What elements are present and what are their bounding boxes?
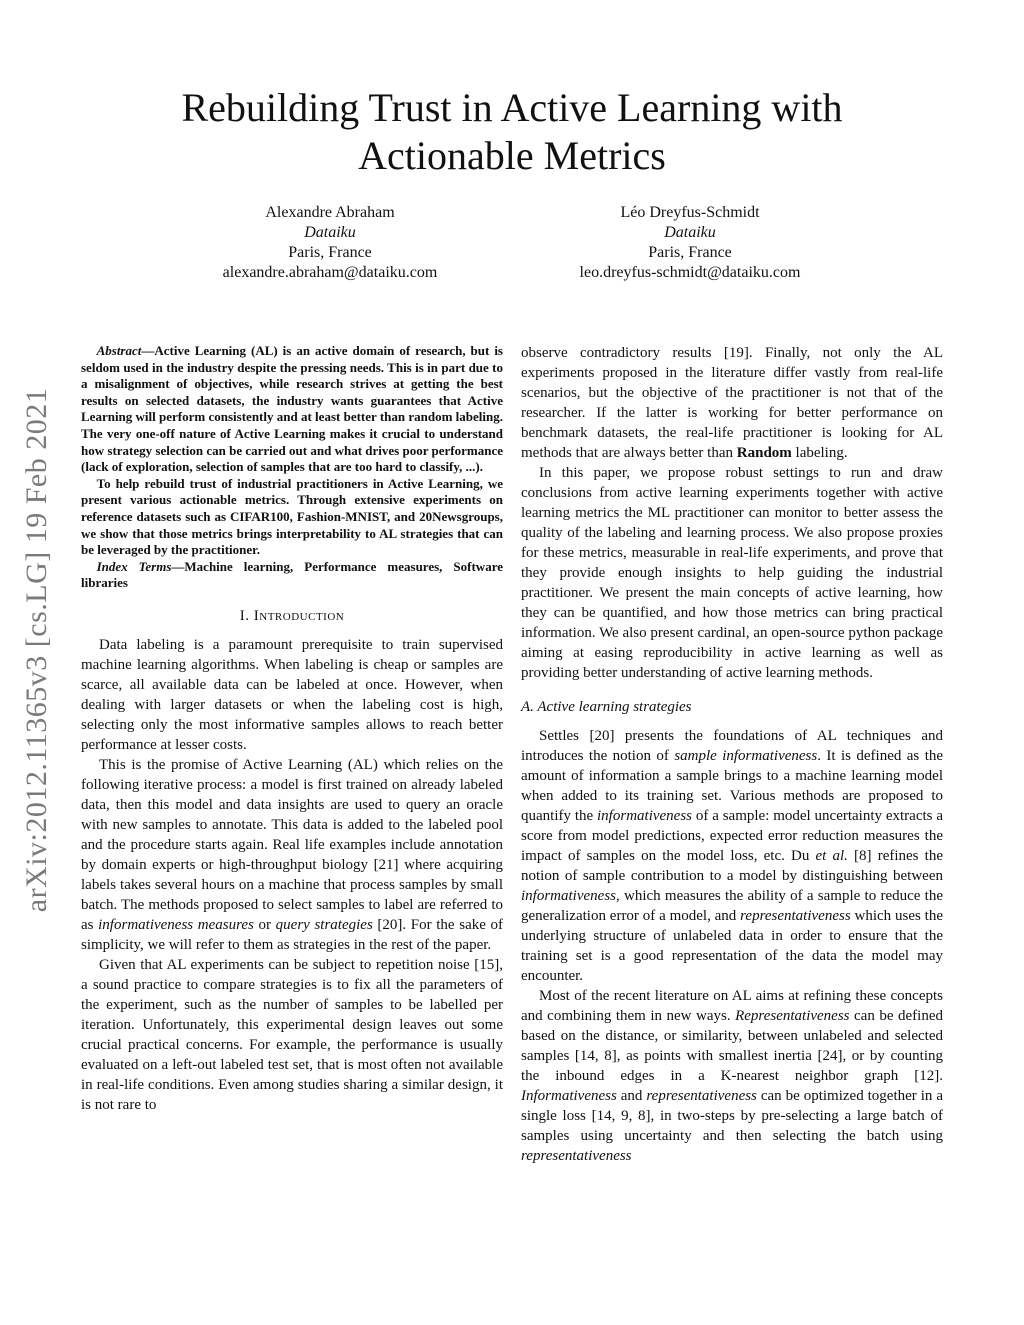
section-heading-introduction: I. Introduction	[239, 607, 345, 624]
abstract-paragraph: Abstract—Active Learning (AL) is an active domain of research, but is seldom used in the industry despite the pressing needs. This is in part due to a misalignment of objectives, while research strives at getting the best results on selected datasets, the industry wants guarantees that Active Learning will perform consistently and at least better than random labeling. The very one-off nature of Active Learning makes it crucial to understand how strategy selection can be carried out and what drives poor performance (lack of exploration, selection of samples that are too hard to classify, ...).	[81, 343, 503, 475]
author-email: leo.dreyfus-schmidt@dataiku.com	[579, 264, 801, 281]
index-terms-label: Index Terms	[96, 558, 172, 574]
abstract	[81, 343, 503, 592]
author-affiliation: Dataiku	[304, 224, 356, 241]
paper-title: Rebuilding Trust in Active Learning with Actionable Metrics	[181, 85, 843, 178]
author-block	[500, 203, 880, 283]
abstract-label: Abstract	[96, 343, 142, 358]
arxiv-identifier-text: arXiv:2012.11365v3 [cs.LG] 19 Feb 2021	[20, 387, 53, 913]
author-email: alexandre.abraham@dataiku.com	[222, 264, 438, 281]
subsection-heading-strategies: A. Active learning strategies	[521, 699, 692, 715]
left-column	[81, 343, 503, 1115]
body-paragraph: Most of the recent literature on AL aims at refining these concepts and combining them in new ways. Representativeness can be defined based on the distance, or similarity, between unlabeled and selected samples [14, 8], as points with smallest inertia [24], or by counting the inbound edges in a K-nearest neighbor graph [12]. Informativeness and representativeness can be optimized together in a single loss [14, 9, 8], in two-steps by pre-selecting a large batch of samples using uncertainty and then selecting the batch using representativeness	[521, 988, 943, 1164]
abstract-paragraph: To help rebuild trust of industrial practitioners in Active Learning, we present various actionable metrics. Through extensive experiments on reference datasets such as CIFAR100, Fashion-MNIST, and 20Newsgroups, we show that those metrics brings interpretability to AL strategies that can be leveraged by the practitioner.	[81, 475, 503, 558]
body-paragraph: This is the promise of Active Learning (AL) which relies on the following iterative process: a model is first trained on already labeled data, then this model and data insights are used to query an oracle with new samples to annotate. This data is added to the labeled pool and the procedure starts again. Real life examples include annotation by domain experts or high-throughput biology [21] where acquiring labels takes several hours on a machine that process samples by small batch. The methods proposed to select samples to label are referred to as informativeness measures or query strategies [20]. For the sake of simplicity, we will refer to them as strategies in the rest of the paper.	[81, 756, 504, 953]
author-name: Alexandre Abraham	[265, 204, 395, 221]
body-paragraph: In this paper, we propose robust settings to run and draw conclusions from active learning experiments together with active learning metrics the ML practitioner can monitor to better assess the quality of the labeling and learning process. We also propose proxies for these metrics, measurable in real-life experiments, and prove that they provide enough insights to help guiding the industrial practitioner. We present the main concepts of active learning, how they can be quantified, and how those metrics can bring practical information. We also present cardinal, an open-source python package aiming at easing reproducibility in active learning as well as providing better understanding of active learning methods.	[521, 465, 943, 681]
author-block	[140, 203, 520, 283]
body-paragraph: observe contradictory results [19]. Finally, not only the AL experiments proposed in the literature differ vastly from real-life scenarios, but the objective of the practitioner is not that of the researcher. If the latter is working for better performance on benchmark datasets, the real-life practitioner is looking for AL methods that are always better than Random labeling.	[521, 345, 943, 461]
body-paragraph: Data labeling is a paramount prerequisite to train supervised machine learning algorithms. When labeling is cheap or samples are scarce, all available data can be labeled at once. However, when dealing with larger datasets or when the labeling cost is high, selecting only the most informative samples allows to reach better performance at lesser costs.	[81, 636, 503, 753]
arxiv-identifier	[22, 350, 52, 950]
index-terms: Index Terms—Machine learning, Performance measures, Software libraries	[81, 558, 503, 591]
body-paragraph: Settles [20] presents the foundations of AL techniques and introduces the notion of sample informativeness. It is defined as the amount of information a sample brings to a machine learning model when added to its training set. Various methods are proposed to quantify the informativeness of a sample: model uncertainty extracts a score from model predictions, expected error reduction measures the impact of samples on the model loss, etc. Du et al. [8] refines the notion of sample contribution to a model by distinguishing between informativeness, which measures the ability of a sample to reduce the generalization error of a model, and representativeness which uses the underlying structure of unlabeled data in order to ensure that the training set is a good representation of the data the model may encounter.	[521, 728, 944, 984]
author-location: Paris, France	[288, 244, 372, 261]
body-paragraph: Given that AL experiments can be subject to repetition noise [15], a sound practice to compare strategies is to fix all the parameters of the experiment, such as the number of samples to be labelled per iteration. Unfortunately, this experimental design leaves out some crucial practical concerns. For example, the performance is usually evaluated on a left-out labeled test set, that is most often not available in real-life conditions. Even among studies sharing a similar design, it is not rare to	[81, 956, 503, 1113]
author-name: Léo Dreyfus-Schmidt	[620, 204, 760, 221]
right-column	[521, 343, 943, 1166]
author-location: Paris, France	[648, 244, 732, 261]
author-affiliation: Dataiku	[664, 224, 716, 241]
